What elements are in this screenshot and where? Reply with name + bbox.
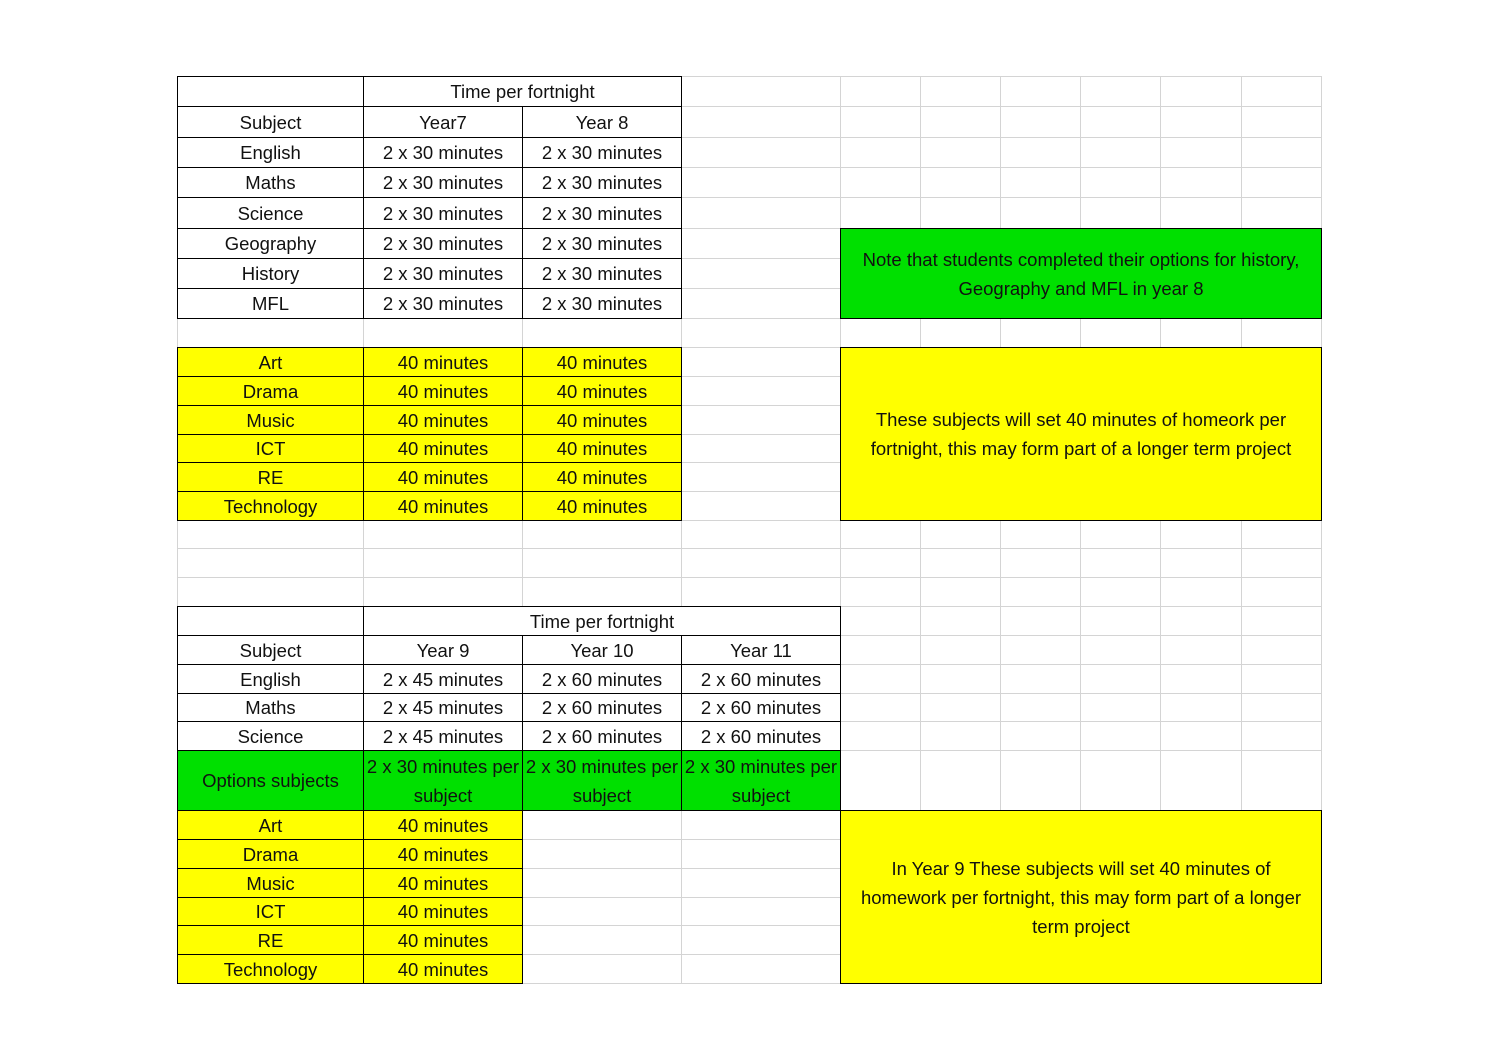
table1-subject-cell[interactable]: Science bbox=[177, 197, 364, 229]
empty-grid-cell[interactable] bbox=[1080, 664, 1161, 694]
table2-year10-cell[interactable]: 2 x 60 minutes bbox=[522, 721, 682, 751]
empty-grid-cell[interactable] bbox=[840, 106, 921, 138]
empty-grid-cell[interactable] bbox=[681, 577, 841, 607]
table2-options-year10-cell[interactable]: 2 x 30 minutes per subject bbox=[522, 750, 682, 811]
table2-foundation-year9-cell[interactable]: 40 minutes bbox=[363, 925, 523, 955]
empty-grid-cell[interactable] bbox=[1160, 750, 1242, 811]
table2-foundation-year9-cell[interactable]: 40 minutes bbox=[363, 897, 523, 926]
table2-year10-cell[interactable]: 2 x 60 minutes bbox=[522, 664, 682, 694]
table1-foundation-year8-cell[interactable]: 40 minutes bbox=[522, 405, 682, 435]
empty-grid-cell[interactable] bbox=[1080, 197, 1161, 229]
table1-year7-header[interactable]: Year7 bbox=[363, 106, 523, 138]
empty-grid-cell[interactable] bbox=[177, 548, 364, 578]
table1-subject-cell[interactable]: History bbox=[177, 258, 364, 289]
table1-foundation-year8-cell[interactable]: 40 minutes bbox=[522, 462, 682, 492]
empty-grid-cell[interactable] bbox=[920, 664, 1001, 694]
empty-grid-cell[interactable] bbox=[1241, 721, 1322, 751]
empty-grid-cell[interactable] bbox=[681, 954, 841, 984]
empty-grid-cell[interactable] bbox=[1160, 106, 1242, 138]
empty-grid-cell[interactable] bbox=[681, 897, 841, 926]
empty-grid-cell[interactable] bbox=[1160, 693, 1242, 722]
table1-foundation-subject-cell[interactable]: ICT bbox=[177, 434, 364, 463]
table1-corner-cell[interactable] bbox=[177, 76, 364, 107]
table1-year8-header[interactable]: Year 8 bbox=[522, 106, 682, 138]
options-note-box[interactable]: Note that students completed their options for history, Geography and MFL in year 8 bbox=[840, 228, 1322, 319]
empty-grid-cell[interactable] bbox=[681, 810, 841, 840]
empty-grid-cell[interactable] bbox=[681, 462, 841, 492]
empty-grid-cell[interactable] bbox=[1080, 750, 1161, 811]
table1-foundation-subject-cell[interactable]: RE bbox=[177, 462, 364, 492]
table1-time-header[interactable]: Time per fortnight bbox=[363, 76, 682, 107]
empty-grid-cell[interactable] bbox=[1241, 548, 1322, 578]
table1-year7-cell[interactable]: 2 x 30 minutes bbox=[363, 197, 523, 229]
empty-grid-cell[interactable] bbox=[177, 577, 364, 607]
table1-foundation-subject-cell[interactable]: Drama bbox=[177, 376, 364, 406]
empty-grid-cell[interactable] bbox=[681, 137, 841, 168]
empty-grid-cell[interactable] bbox=[681, 347, 841, 377]
empty-grid-cell[interactable] bbox=[1000, 750, 1081, 811]
empty-grid-cell[interactable] bbox=[1241, 635, 1322, 665]
empty-grid-cell[interactable] bbox=[1241, 137, 1322, 168]
empty-grid-cell[interactable] bbox=[1080, 577, 1161, 607]
empty-grid-cell[interactable] bbox=[1160, 137, 1242, 168]
table2-foundation-subject-cell[interactable]: Technology bbox=[177, 954, 364, 984]
empty-grid-cell[interactable] bbox=[1241, 76, 1322, 107]
table2-year9-header[interactable]: Year 9 bbox=[363, 635, 523, 665]
table1-foundation-year7-cell[interactable]: 40 minutes bbox=[363, 405, 523, 435]
empty-grid-cell[interactable] bbox=[920, 106, 1001, 138]
empty-grid-cell[interactable] bbox=[1080, 721, 1161, 751]
table2-foundation-subject-cell[interactable]: RE bbox=[177, 925, 364, 955]
empty-grid-cell[interactable] bbox=[1080, 167, 1161, 198]
empty-grid-cell[interactable] bbox=[840, 167, 921, 198]
empty-grid-cell[interactable] bbox=[1241, 693, 1322, 722]
table2-year11-header[interactable]: Year 11 bbox=[681, 635, 841, 665]
table1-subject-cell[interactable]: English bbox=[177, 137, 364, 168]
empty-grid-cell[interactable] bbox=[1160, 548, 1242, 578]
empty-grid-cell[interactable] bbox=[920, 577, 1001, 607]
empty-grid-cell[interactable] bbox=[1241, 577, 1322, 607]
empty-grid-cell[interactable] bbox=[363, 548, 523, 578]
empty-grid-cell[interactable] bbox=[1080, 137, 1161, 168]
empty-grid-cell[interactable] bbox=[1160, 167, 1242, 198]
table1-foundation-year7-cell[interactable]: 40 minutes bbox=[363, 434, 523, 463]
empty-grid-cell[interactable] bbox=[920, 693, 1001, 722]
empty-grid-cell[interactable] bbox=[1080, 606, 1161, 636]
empty-grid-cell[interactable] bbox=[1160, 197, 1242, 229]
empty-grid-cell[interactable] bbox=[1080, 548, 1161, 578]
empty-grid-cell[interactable] bbox=[522, 925, 682, 955]
empty-grid-cell[interactable] bbox=[840, 693, 921, 722]
table1-subject-cell[interactable]: Geography bbox=[177, 228, 364, 259]
table1-year8-cell[interactable]: 2 x 30 minutes bbox=[522, 288, 682, 319]
empty-grid-cell[interactable] bbox=[920, 520, 1001, 549]
empty-grid-cell[interactable] bbox=[1160, 606, 1242, 636]
table1-year8-cell[interactable]: 2 x 30 minutes bbox=[522, 197, 682, 229]
empty-grid-cell[interactable] bbox=[681, 839, 841, 869]
empty-grid-cell[interactable] bbox=[1000, 664, 1081, 694]
empty-grid-cell[interactable] bbox=[522, 839, 682, 869]
empty-grid-cell[interactable] bbox=[1241, 606, 1322, 636]
table1-year7-cell[interactable]: 2 x 30 minutes bbox=[363, 167, 523, 198]
empty-grid-cell[interactable] bbox=[1160, 635, 1242, 665]
empty-grid-cell[interactable] bbox=[1000, 76, 1081, 107]
table1-foundation-subject-cell[interactable]: Technology bbox=[177, 491, 364, 521]
empty-grid-cell[interactable] bbox=[681, 405, 841, 435]
table2-subject-header[interactable]: Subject bbox=[177, 635, 364, 665]
empty-grid-cell[interactable] bbox=[522, 954, 682, 984]
table2-year11-cell[interactable]: 2 x 60 minutes bbox=[681, 664, 841, 694]
table2-year11-cell[interactable]: 2 x 60 minutes bbox=[681, 693, 841, 722]
empty-grid-cell[interactable] bbox=[363, 577, 523, 607]
empty-grid-cell[interactable] bbox=[920, 167, 1001, 198]
empty-grid-cell[interactable] bbox=[363, 318, 523, 348]
table1-year8-cell[interactable]: 2 x 30 minutes bbox=[522, 258, 682, 289]
table1-subject-cell[interactable]: MFL bbox=[177, 288, 364, 319]
empty-grid-cell[interactable] bbox=[681, 548, 841, 578]
empty-grid-cell[interactable] bbox=[522, 897, 682, 926]
empty-grid-cell[interactable] bbox=[1000, 106, 1081, 138]
table1-subject-cell[interactable]: Maths bbox=[177, 167, 364, 198]
empty-grid-cell[interactable] bbox=[681, 318, 841, 348]
empty-grid-cell[interactable] bbox=[920, 548, 1001, 578]
empty-grid-cell[interactable] bbox=[681, 228, 841, 259]
table2-year11-cell[interactable]: 2 x 60 minutes bbox=[681, 721, 841, 751]
empty-grid-cell[interactable] bbox=[920, 721, 1001, 751]
empty-grid-cell[interactable] bbox=[681, 288, 841, 319]
empty-grid-cell[interactable] bbox=[1241, 664, 1322, 694]
empty-grid-cell[interactable] bbox=[1000, 721, 1081, 751]
empty-grid-cell[interactable] bbox=[522, 810, 682, 840]
empty-grid-cell[interactable] bbox=[363, 520, 523, 549]
table1-year7-cell[interactable]: 2 x 30 minutes bbox=[363, 228, 523, 259]
empty-grid-cell[interactable] bbox=[1080, 635, 1161, 665]
empty-grid-cell[interactable] bbox=[177, 520, 364, 549]
empty-grid-cell[interactable] bbox=[1241, 167, 1322, 198]
table2-year10-cell[interactable]: 2 x 60 minutes bbox=[522, 693, 682, 722]
empty-grid-cell[interactable] bbox=[1160, 664, 1242, 694]
empty-grid-cell[interactable] bbox=[840, 664, 921, 694]
empty-grid-cell[interactable] bbox=[840, 318, 921, 348]
empty-grid-cell[interactable] bbox=[920, 197, 1001, 229]
empty-grid-cell[interactable] bbox=[1080, 693, 1161, 722]
empty-grid-cell[interactable] bbox=[1160, 76, 1242, 107]
table2-time-header[interactable]: Time per fortnight bbox=[363, 606, 841, 636]
table2-corner-cell[interactable] bbox=[177, 606, 364, 636]
empty-grid-cell[interactable] bbox=[1000, 548, 1081, 578]
table2-foundation-year9-cell[interactable]: 40 minutes bbox=[363, 868, 523, 898]
table2-foundation-year9-cell[interactable]: 40 minutes bbox=[363, 810, 523, 840]
table1-year7-cell[interactable]: 2 x 30 minutes bbox=[363, 258, 523, 289]
empty-grid-cell[interactable] bbox=[920, 76, 1001, 107]
empty-grid-cell[interactable] bbox=[920, 137, 1001, 168]
empty-grid-cell[interactable] bbox=[522, 520, 682, 549]
empty-grid-cell[interactable] bbox=[840, 635, 921, 665]
empty-grid-cell[interactable] bbox=[681, 258, 841, 289]
table2-foundation-subject-cell[interactable]: Music bbox=[177, 868, 364, 898]
empty-grid-cell[interactable] bbox=[522, 868, 682, 898]
table2-foundation-year9-cell[interactable]: 40 minutes bbox=[363, 954, 523, 984]
table2-subject-cell[interactable]: Maths bbox=[177, 693, 364, 722]
table2-foundation-subject-cell[interactable]: ICT bbox=[177, 897, 364, 926]
empty-grid-cell[interactable] bbox=[522, 318, 682, 348]
empty-grid-cell[interactable] bbox=[1160, 577, 1242, 607]
empty-grid-cell[interactable] bbox=[1000, 606, 1081, 636]
table2-subject-cell[interactable]: English bbox=[177, 664, 364, 694]
empty-grid-cell[interactable] bbox=[681, 197, 841, 229]
empty-grid-cell[interactable] bbox=[681, 376, 841, 406]
table1-foundation-year7-cell[interactable]: 40 minutes bbox=[363, 491, 523, 521]
table1-foundation-year8-cell[interactable]: 40 minutes bbox=[522, 376, 682, 406]
empty-grid-cell[interactable] bbox=[522, 548, 682, 578]
empty-grid-cell[interactable] bbox=[920, 318, 1001, 348]
foundation-note-box-year9[interactable]: In Year 9 These subjects will set 40 minutes of homework per fortnight, this may form part of a longer term project bbox=[840, 810, 1322, 984]
table1-foundation-year8-cell[interactable]: 40 minutes bbox=[522, 434, 682, 463]
table2-year9-cell[interactable]: 2 x 45 minutes bbox=[363, 721, 523, 751]
table2-year9-cell[interactable]: 2 x 45 minutes bbox=[363, 693, 523, 722]
empty-grid-cell[interactable] bbox=[681, 491, 841, 521]
table1-foundation-year8-cell[interactable]: 40 minutes bbox=[522, 491, 682, 521]
empty-grid-cell[interactable] bbox=[840, 548, 921, 578]
empty-grid-cell[interactable] bbox=[681, 520, 841, 549]
empty-grid-cell[interactable] bbox=[681, 76, 841, 107]
empty-grid-cell[interactable] bbox=[681, 167, 841, 198]
table1-year8-cell[interactable]: 2 x 30 minutes bbox=[522, 137, 682, 168]
empty-grid-cell[interactable] bbox=[920, 635, 1001, 665]
empty-grid-cell[interactable] bbox=[840, 721, 921, 751]
empty-grid-cell[interactable] bbox=[1160, 520, 1242, 549]
empty-grid-cell[interactable] bbox=[1000, 137, 1081, 168]
empty-grid-cell[interactable] bbox=[840, 76, 921, 107]
empty-grid-cell[interactable] bbox=[1241, 318, 1322, 348]
table1-subject-header[interactable]: Subject bbox=[177, 106, 364, 138]
empty-grid-cell[interactable] bbox=[840, 137, 921, 168]
empty-grid-cell[interactable] bbox=[1000, 693, 1081, 722]
empty-grid-cell[interactable] bbox=[840, 750, 921, 811]
foundation-note-box-ks3[interactable]: These subjects will set 40 minutes of homeork per fortnight, this may form part of a longer term project bbox=[840, 347, 1322, 521]
empty-grid-cell[interactable] bbox=[1000, 577, 1081, 607]
empty-grid-cell[interactable] bbox=[681, 925, 841, 955]
table1-foundation-year7-cell[interactable]: 40 minutes bbox=[363, 376, 523, 406]
empty-grid-cell[interactable] bbox=[522, 577, 682, 607]
table1-year7-cell[interactable]: 2 x 30 minutes bbox=[363, 288, 523, 319]
table2-year9-cell[interactable]: 2 x 45 minutes bbox=[363, 664, 523, 694]
table1-foundation-subject-cell[interactable]: Music bbox=[177, 405, 364, 435]
table1-foundation-subject-cell[interactable]: Art bbox=[177, 347, 364, 377]
table2-options-year11-cell[interactable]: 2 x 30 minutes per subject bbox=[681, 750, 841, 811]
empty-grid-cell[interactable] bbox=[1160, 318, 1242, 348]
table2-foundation-subject-cell[interactable]: Drama bbox=[177, 839, 364, 869]
table2-subject-cell[interactable]: Science bbox=[177, 721, 364, 751]
empty-grid-cell[interactable] bbox=[840, 577, 921, 607]
table2-foundation-year9-cell[interactable]: 40 minutes bbox=[363, 839, 523, 869]
table1-year8-cell[interactable]: 2 x 30 minutes bbox=[522, 167, 682, 198]
empty-grid-cell[interactable] bbox=[1241, 520, 1322, 549]
empty-grid-cell[interactable] bbox=[1000, 520, 1081, 549]
empty-grid-cell[interactable] bbox=[177, 318, 364, 348]
table2-options-year9-cell[interactable]: 2 x 30 minutes per subject bbox=[363, 750, 523, 811]
empty-grid-cell[interactable] bbox=[1000, 635, 1081, 665]
empty-grid-cell[interactable] bbox=[1000, 318, 1081, 348]
table1-foundation-year8-cell[interactable]: 40 minutes bbox=[522, 347, 682, 377]
empty-grid-cell[interactable] bbox=[1080, 76, 1161, 107]
empty-grid-cell[interactable] bbox=[920, 606, 1001, 636]
table1-foundation-year7-cell[interactable]: 40 minutes bbox=[363, 347, 523, 377]
empty-grid-cell[interactable] bbox=[1000, 167, 1081, 198]
empty-grid-cell[interactable] bbox=[1241, 197, 1322, 229]
empty-grid-cell[interactable] bbox=[1241, 106, 1322, 138]
empty-grid-cell[interactable] bbox=[840, 606, 921, 636]
empty-grid-cell[interactable] bbox=[1080, 106, 1161, 138]
empty-grid-cell[interactable] bbox=[681, 434, 841, 463]
table2-foundation-subject-cell[interactable]: Art bbox=[177, 810, 364, 840]
table1-foundation-year7-cell[interactable]: 40 minutes bbox=[363, 462, 523, 492]
empty-grid-cell[interactable] bbox=[1241, 750, 1322, 811]
table2-options-subject-cell[interactable]: Options subjects bbox=[177, 750, 364, 811]
empty-grid-cell[interactable] bbox=[1160, 721, 1242, 751]
empty-grid-cell[interactable] bbox=[840, 197, 921, 229]
table1-year8-cell[interactable]: 2 x 30 minutes bbox=[522, 228, 682, 259]
empty-grid-cell[interactable] bbox=[1080, 318, 1161, 348]
empty-grid-cell[interactable] bbox=[681, 106, 841, 138]
empty-grid-cell[interactable] bbox=[840, 520, 921, 549]
empty-grid-cell[interactable] bbox=[1000, 197, 1081, 229]
table1-year7-cell[interactable]: 2 x 30 minutes bbox=[363, 137, 523, 168]
empty-grid-cell[interactable] bbox=[1080, 520, 1161, 549]
empty-grid-cell[interactable] bbox=[681, 868, 841, 898]
empty-grid-cell[interactable] bbox=[920, 750, 1001, 811]
table2-year10-header[interactable]: Year 10 bbox=[522, 635, 682, 665]
